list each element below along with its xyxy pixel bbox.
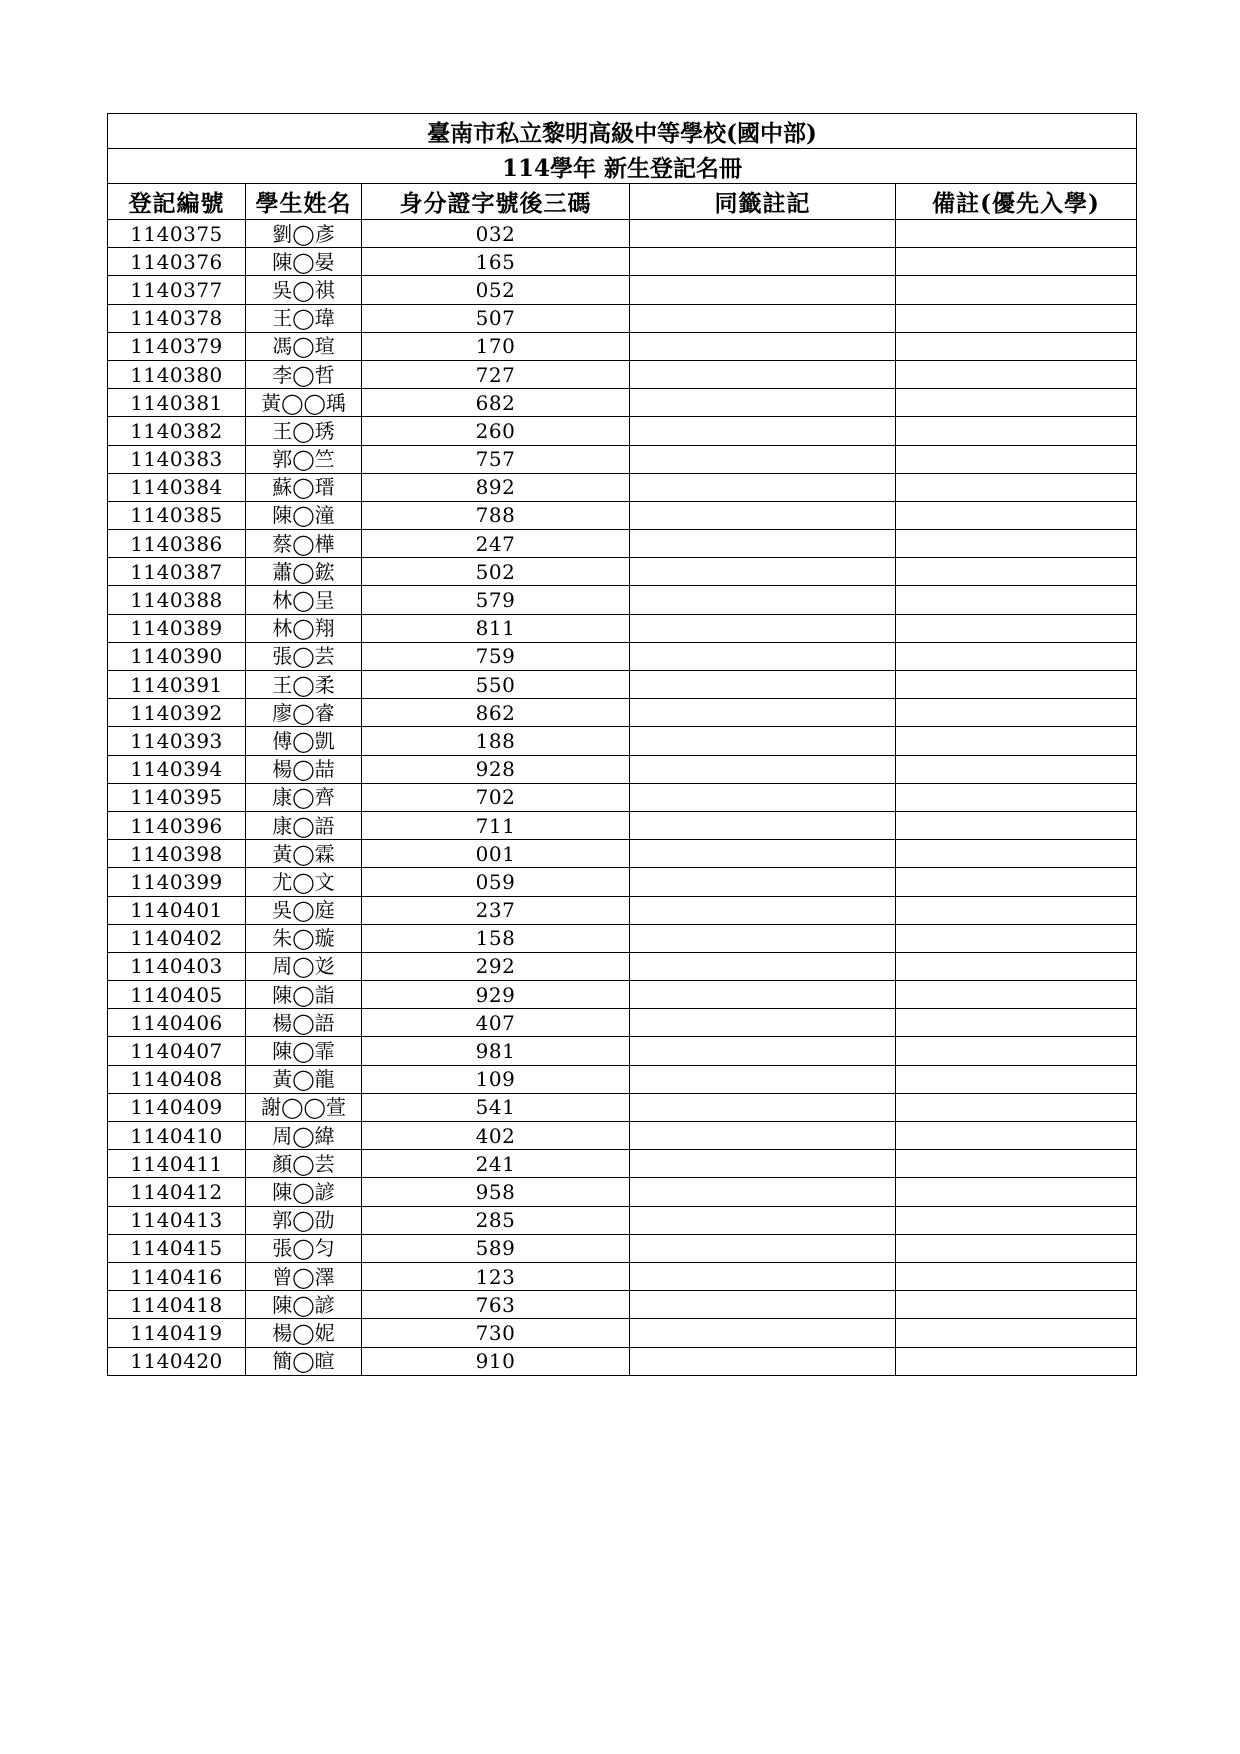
header-id-last-three: 身分證字號後三碼 <box>362 184 630 220</box>
cell-registration-no: 1140402 <box>108 924 246 952</box>
cell-remark <box>896 558 1137 586</box>
table-row <box>108 1291 1137 1319</box>
table-row <box>108 220 1137 248</box>
cell-remark <box>896 1206 1137 1234</box>
table-row <box>108 671 1137 699</box>
cell-student-name: 周◯彣 <box>246 952 362 980</box>
table-row <box>108 614 1137 642</box>
cell-student-name: 黃◯霖 <box>246 840 362 868</box>
cell-remark <box>896 1009 1137 1037</box>
cell-remark <box>896 332 1137 360</box>
cell-lottery-note <box>630 220 896 248</box>
cell-id-last-three: 910 <box>362 1347 630 1375</box>
cell-id-last-three: 001 <box>362 840 630 868</box>
cell-id-last-three: 292 <box>362 952 630 980</box>
cell-student-name: 陳◯諺 <box>246 1291 362 1319</box>
cell-student-name: 劉◯彥 <box>246 220 362 248</box>
cell-lottery-note <box>630 445 896 473</box>
table-row <box>108 1093 1137 1121</box>
cell-registration-no: 1140419 <box>108 1319 246 1347</box>
cell-lottery-note <box>630 811 896 839</box>
cell-lottery-note <box>630 1319 896 1347</box>
cell-registration-no: 1140413 <box>108 1206 246 1234</box>
cell-registration-no: 1140375 <box>108 220 246 248</box>
cell-id-last-three: 052 <box>362 276 630 304</box>
table-row <box>108 727 1137 755</box>
cell-remark <box>896 276 1137 304</box>
cell-id-last-three: 730 <box>362 1319 630 1347</box>
cell-id-last-three: 241 <box>362 1150 630 1178</box>
cell-student-name: 楊◯語 <box>246 1009 362 1037</box>
cell-remark <box>896 840 1137 868</box>
cell-student-name: 李◯哲 <box>246 360 362 388</box>
cell-id-last-three: 158 <box>362 924 630 952</box>
cell-registration-no: 1140383 <box>108 445 246 473</box>
cell-id-last-three: 170 <box>362 332 630 360</box>
cell-id-last-three: 958 <box>362 1178 630 1206</box>
cell-remark <box>896 248 1137 276</box>
cell-id-last-three: 862 <box>362 699 630 727</box>
cell-registration-no: 1140380 <box>108 360 246 388</box>
cell-lottery-note <box>630 727 896 755</box>
table-row <box>108 586 1137 614</box>
cell-remark <box>896 896 1137 924</box>
table-row <box>108 868 1137 896</box>
cell-remark <box>896 783 1137 811</box>
table-row <box>108 1150 1137 1178</box>
cell-remark <box>896 699 1137 727</box>
cell-remark <box>896 586 1137 614</box>
cell-id-last-three: 727 <box>362 360 630 388</box>
cell-remark <box>896 530 1137 558</box>
cell-remark <box>896 671 1137 699</box>
cell-registration-no: 1140390 <box>108 642 246 670</box>
cell-lottery-note <box>630 614 896 642</box>
table-row <box>108 811 1137 839</box>
cell-remark <box>896 389 1137 417</box>
cell-id-last-three: 285 <box>362 1206 630 1234</box>
header-row <box>108 184 1137 220</box>
cell-student-name: 郭◯劭 <box>246 1206 362 1234</box>
cell-lottery-note <box>630 558 896 586</box>
table-row <box>108 332 1137 360</box>
cell-student-name: 傅◯凱 <box>246 727 362 755</box>
cell-remark <box>896 642 1137 670</box>
cell-student-name: 謝◯◯萱 <box>246 1093 362 1121</box>
cell-remark <box>896 1037 1137 1065</box>
cell-registration-no: 1140403 <box>108 952 246 980</box>
cell-lottery-note <box>630 1262 896 1290</box>
table-row <box>108 389 1137 417</box>
table-row <box>108 840 1137 868</box>
cell-registration-no: 1140395 <box>108 783 246 811</box>
cell-registration-no: 1140391 <box>108 671 246 699</box>
cell-registration-no: 1140376 <box>108 248 246 276</box>
cell-registration-no: 1140420 <box>108 1347 246 1375</box>
cell-lottery-note <box>630 1093 896 1121</box>
document-title: 臺南市私立黎明高級中等學校(國中部) <box>108 114 1137 149</box>
cell-id-last-three: 981 <box>362 1037 630 1065</box>
table-row <box>108 896 1137 924</box>
cell-id-last-three: 550 <box>362 671 630 699</box>
cell-lottery-note <box>630 868 896 896</box>
cell-id-last-three: 929 <box>362 981 630 1009</box>
cell-student-name: 陳◯晏 <box>246 248 362 276</box>
cell-student-name: 蕭◯鋐 <box>246 558 362 586</box>
cell-student-name: 張◯芸 <box>246 642 362 670</box>
cell-student-name: 蘇◯瑨 <box>246 473 362 501</box>
cell-registration-no: 1140388 <box>108 586 246 614</box>
table-row <box>108 1037 1137 1065</box>
cell-student-name: 王◯瑋 <box>246 304 362 332</box>
cell-lottery-note <box>630 840 896 868</box>
cell-student-name: 陳◯霏 <box>246 1037 362 1065</box>
cell-remark <box>896 1262 1137 1290</box>
cell-id-last-three: 541 <box>362 1093 630 1121</box>
cell-remark <box>896 981 1137 1009</box>
cell-registration-no: 1140411 <box>108 1150 246 1178</box>
cell-remark <box>896 417 1137 445</box>
table-row <box>108 558 1137 586</box>
table-row <box>108 699 1137 727</box>
cell-student-name: 吳◯庭 <box>246 896 362 924</box>
cell-id-last-three: 682 <box>362 389 630 417</box>
table-row <box>108 1347 1137 1375</box>
cell-remark <box>896 220 1137 248</box>
table-row <box>108 755 1137 783</box>
table-row <box>108 1122 1137 1150</box>
subtitle-row <box>108 149 1137 184</box>
cell-registration-no: 1140416 <box>108 1262 246 1290</box>
cell-id-last-three: 702 <box>362 783 630 811</box>
cell-student-name: 陳◯諺 <box>246 1178 362 1206</box>
cell-lottery-note <box>630 332 896 360</box>
header-registration-no: 登記編號 <box>108 184 246 220</box>
cell-student-name: 蔡◯樺 <box>246 530 362 558</box>
table-row <box>108 445 1137 473</box>
table-row <box>108 1206 1137 1234</box>
cell-registration-no: 1140389 <box>108 614 246 642</box>
cell-lottery-note <box>630 1206 896 1234</box>
title-row <box>108 114 1137 149</box>
cell-registration-no: 1140394 <box>108 755 246 783</box>
table-row <box>108 952 1137 980</box>
cell-student-name: 康◯齊 <box>246 783 362 811</box>
cell-student-name: 朱◯璇 <box>246 924 362 952</box>
cell-registration-no: 1140381 <box>108 389 246 417</box>
cell-remark <box>896 952 1137 980</box>
table-row <box>108 1234 1137 1262</box>
cell-id-last-three: 892 <box>362 473 630 501</box>
cell-id-last-three: 407 <box>362 1009 630 1037</box>
cell-lottery-note <box>630 755 896 783</box>
table-body <box>108 114 1137 1376</box>
cell-registration-no: 1140384 <box>108 473 246 501</box>
cell-registration-no: 1140409 <box>108 1093 246 1121</box>
cell-registration-no: 1140378 <box>108 304 246 332</box>
cell-lottery-note <box>630 642 896 670</box>
cell-id-last-three: 928 <box>362 755 630 783</box>
cell-registration-no: 1140393 <box>108 727 246 755</box>
table-row <box>108 360 1137 388</box>
cell-lottery-note <box>630 1009 896 1037</box>
cell-registration-no: 1140407 <box>108 1037 246 1065</box>
cell-remark <box>896 360 1137 388</box>
cell-registration-no: 1140398 <box>108 840 246 868</box>
cell-student-name: 黃◯◯瑀 <box>246 389 362 417</box>
cell-remark <box>896 501 1137 529</box>
cell-registration-no: 1140410 <box>108 1122 246 1150</box>
cell-remark <box>896 924 1137 952</box>
cell-remark <box>896 1291 1137 1319</box>
cell-lottery-note <box>630 699 896 727</box>
cell-id-last-three: 579 <box>362 586 630 614</box>
cell-remark <box>896 755 1137 783</box>
cell-lottery-note <box>630 1234 896 1262</box>
cell-remark <box>896 473 1137 501</box>
cell-student-name: 楊◯喆 <box>246 755 362 783</box>
cell-lottery-note <box>630 924 896 952</box>
table-row <box>108 1262 1137 1290</box>
cell-lottery-note <box>630 896 896 924</box>
cell-student-name: 陳◯潼 <box>246 501 362 529</box>
cell-student-name: 楊◯妮 <box>246 1319 362 1347</box>
table-row <box>108 501 1137 529</box>
cell-remark <box>896 1319 1137 1347</box>
cell-registration-no: 1140382 <box>108 417 246 445</box>
cell-lottery-note <box>630 360 896 388</box>
cell-lottery-note <box>630 304 896 332</box>
cell-registration-no: 1140387 <box>108 558 246 586</box>
cell-id-last-three: 032 <box>362 220 630 248</box>
cell-lottery-note <box>630 783 896 811</box>
cell-registration-no: 1140386 <box>108 530 246 558</box>
cell-id-last-three: 589 <box>362 1234 630 1262</box>
cell-lottery-note <box>630 1065 896 1093</box>
cell-remark <box>896 1347 1137 1375</box>
cell-lottery-note <box>630 389 896 417</box>
table-row <box>108 276 1137 304</box>
cell-lottery-note <box>630 417 896 445</box>
cell-student-name: 顏◯芸 <box>246 1150 362 1178</box>
cell-student-name: 張◯匀 <box>246 1234 362 1262</box>
cell-student-name: 郭◯竺 <box>246 445 362 473</box>
cell-lottery-note <box>630 1291 896 1319</box>
cell-student-name: 康◯語 <box>246 811 362 839</box>
cell-id-last-three: 507 <box>362 304 630 332</box>
cell-lottery-note <box>630 248 896 276</box>
cell-student-name: 周◯緯 <box>246 1122 362 1150</box>
cell-student-name: 廖◯睿 <box>246 699 362 727</box>
cell-id-last-three: 788 <box>362 501 630 529</box>
cell-remark <box>896 614 1137 642</box>
table-row <box>108 473 1137 501</box>
cell-remark <box>896 727 1137 755</box>
cell-id-last-three: 109 <box>362 1065 630 1093</box>
cell-id-last-three: 402 <box>362 1122 630 1150</box>
table-row <box>108 981 1137 1009</box>
cell-student-name: 王◯琇 <box>246 417 362 445</box>
cell-id-last-three: 502 <box>362 558 630 586</box>
cell-remark <box>896 811 1137 839</box>
cell-registration-no: 1140415 <box>108 1234 246 1262</box>
cell-lottery-note <box>630 276 896 304</box>
cell-lottery-note <box>630 952 896 980</box>
cell-id-last-three: 123 <box>362 1262 630 1290</box>
table-row <box>108 1319 1137 1347</box>
table-row <box>108 924 1137 952</box>
cell-student-name: 王◯柔 <box>246 671 362 699</box>
cell-student-name: 馮◯瑄 <box>246 332 362 360</box>
cell-remark <box>896 1234 1137 1262</box>
registration-table <box>107 113 1137 1376</box>
document-subtitle: 114學年 新生登記名冊 <box>108 149 1137 184</box>
cell-registration-no: 1140396 <box>108 811 246 839</box>
header-remark: 備註(優先入學) <box>896 184 1137 220</box>
cell-lottery-note <box>630 1178 896 1206</box>
cell-registration-no: 1140418 <box>108 1291 246 1319</box>
cell-registration-no: 1140406 <box>108 1009 246 1037</box>
cell-lottery-note <box>630 981 896 1009</box>
cell-student-name: 曾◯澤 <box>246 1262 362 1290</box>
cell-id-last-three: 260 <box>362 417 630 445</box>
cell-remark <box>896 1093 1137 1121</box>
cell-registration-no: 1140385 <box>108 501 246 529</box>
table-row <box>108 783 1137 811</box>
cell-lottery-note <box>630 530 896 558</box>
cell-id-last-three: 763 <box>362 1291 630 1319</box>
cell-student-name: 林◯翔 <box>246 614 362 642</box>
cell-lottery-note <box>630 1122 896 1150</box>
cell-id-last-three: 711 <box>362 811 630 839</box>
cell-remark <box>896 1065 1137 1093</box>
cell-registration-no: 1140412 <box>108 1178 246 1206</box>
cell-remark <box>896 868 1137 896</box>
cell-lottery-note <box>630 586 896 614</box>
cell-student-name: 陳◯詣 <box>246 981 362 1009</box>
cell-lottery-note <box>630 671 896 699</box>
cell-id-last-three: 247 <box>362 530 630 558</box>
cell-remark <box>896 1178 1137 1206</box>
cell-id-last-three: 757 <box>362 445 630 473</box>
cell-registration-no: 1140408 <box>108 1065 246 1093</box>
table-row <box>108 304 1137 332</box>
cell-remark <box>896 1150 1137 1178</box>
cell-student-name: 簡◯暄 <box>246 1347 362 1375</box>
table-row <box>108 530 1137 558</box>
table-row <box>108 417 1137 445</box>
cell-registration-no: 1140405 <box>108 981 246 1009</box>
cell-remark <box>896 445 1137 473</box>
table-row <box>108 1065 1137 1093</box>
cell-lottery-note <box>630 473 896 501</box>
cell-remark <box>896 1122 1137 1150</box>
cell-registration-no: 1140399 <box>108 868 246 896</box>
cell-id-last-three: 237 <box>362 896 630 924</box>
cell-id-last-three: 811 <box>362 614 630 642</box>
cell-registration-no: 1140401 <box>108 896 246 924</box>
cell-id-last-three: 759 <box>362 642 630 670</box>
cell-remark <box>896 304 1137 332</box>
cell-lottery-note <box>630 1150 896 1178</box>
table-row <box>108 1178 1137 1206</box>
table-row <box>108 642 1137 670</box>
header-student-name: 學生姓名 <box>246 184 362 220</box>
cell-registration-no: 1140377 <box>108 276 246 304</box>
cell-lottery-note <box>630 501 896 529</box>
header-lottery-note: 同籤註記 <box>630 184 896 220</box>
table-row <box>108 1009 1137 1037</box>
table-row <box>108 248 1137 276</box>
cell-registration-no: 1140392 <box>108 699 246 727</box>
cell-student-name: 黃◯龍 <box>246 1065 362 1093</box>
cell-student-name: 吳◯祺 <box>246 276 362 304</box>
cell-student-name: 尤◯文 <box>246 868 362 896</box>
cell-lottery-note <box>630 1347 896 1375</box>
cell-registration-no: 1140379 <box>108 332 246 360</box>
cell-student-name: 林◯呈 <box>246 586 362 614</box>
cell-lottery-note <box>630 1037 896 1065</box>
cell-id-last-three: 188 <box>362 727 630 755</box>
cell-id-last-three: 059 <box>362 868 630 896</box>
cell-id-last-three: 165 <box>362 248 630 276</box>
